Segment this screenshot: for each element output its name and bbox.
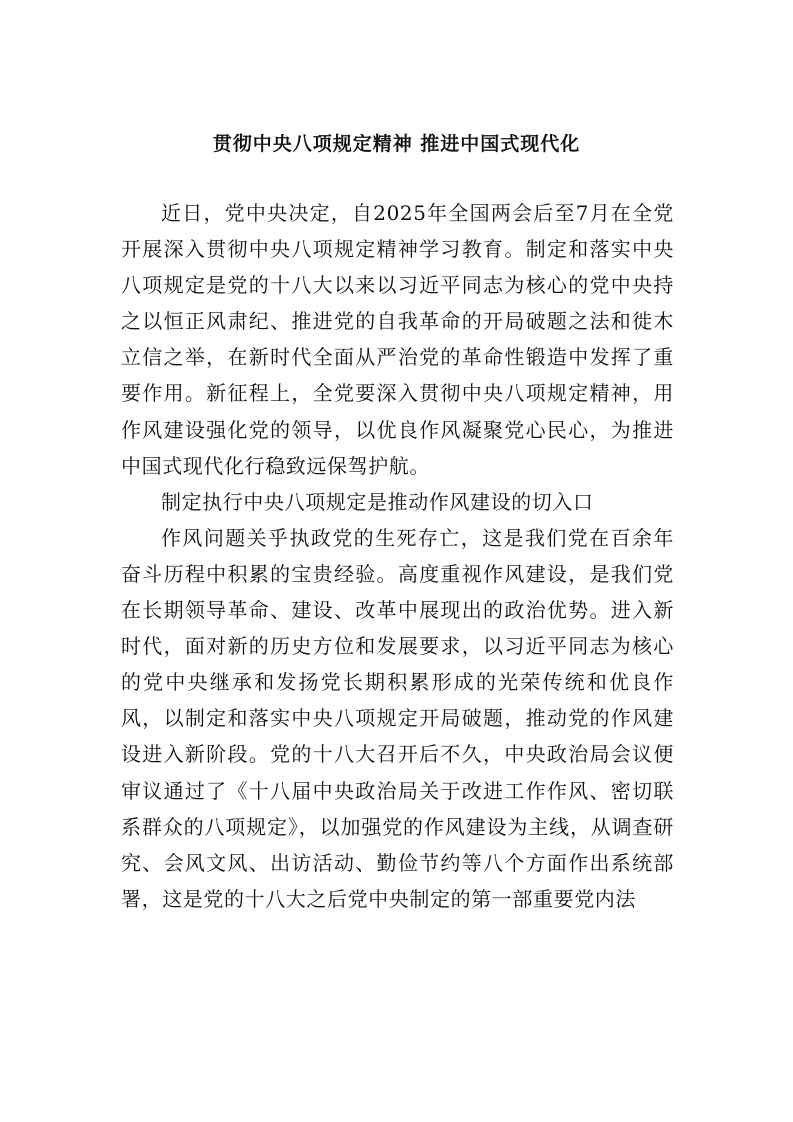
body-paragraph: 作风问题关乎执政党的生死存亡，这是我们党在百余年奋斗历程中积累的宝贵经验。高度重视作风建设，是我们党在长期领导革命、建设、改革中展现出的政治优势。进入新时代，面对新的历史方位和发展要求，以习近平同志为核心的党中央继承和发扬党长期积累形成的光荣传统和优良作风，以制定和落实中央八项规定开局破题，推动党的作风建设进入新阶段。党的十八大召开后不久，中央政治局会议便审议通过了《十八届中央政治局关于改进工作作风、密切联系群众的八项规定》，以加强党的作风建设为主线，从调查研究、会风文风、出访活动、勤俭节约等八个方面作出系统部署，这是党的十八大之后党中央制定的第一部重要党内法 (121, 525, 674, 911)
document-title: 贯彻中央八项规定精神 推进中国式现代化 (212, 133, 581, 155)
document-body (121, 195, 674, 917)
intro-paragraph: 近日，党中央决定，自2025年全国两会后至7月在全党开展深入贯彻中央八项规定精神学习教育。制定和落实中央八项规定是党的十八大以来以习近平同志为核心的党中央持之以恒正风肃纪、推进党的自我革命的开局破题之法和徙木立信之举，在新时代全面从严治党的革命性锻造中发挥了重要作用。新征程上，全党要深入贯彻中央八项规定精神，用作风建设强化党的领导，以优良作风凝聚党心民心，为推进中国式现代化行稳致远保驾护航。 (121, 201, 674, 478)
section-heading: 制定执行中央八项规定是推动作风建设的切入口 (161, 489, 594, 514)
